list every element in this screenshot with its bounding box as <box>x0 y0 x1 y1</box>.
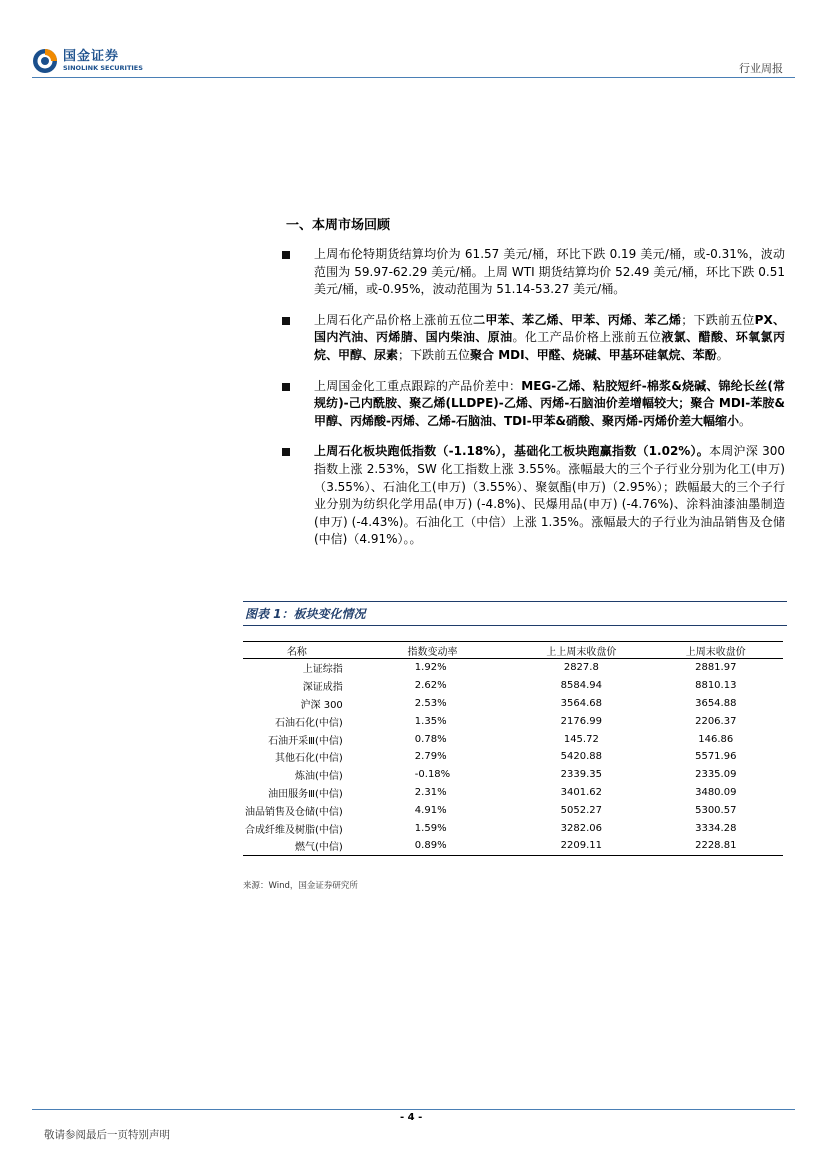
table-cell: 石油开采Ⅲ(中信) <box>268 735 343 747</box>
bullet-emphasis-text: PX、国内汽油、丙烯腈、国内柴油、原油 <box>314 312 785 345</box>
table-cell: 3334.28 <box>695 822 737 834</box>
disclaimer-text: 敬请参阅最后一页特别声明 <box>44 1129 170 1141</box>
table-cell: 3282.06 <box>560 822 602 834</box>
bullet-text: 。 <box>739 413 752 428</box>
table-cell: 其他石化(中信) <box>274 753 343 765</box>
bullet-text: 上周国金化工重点跟踪的产品价差中： <box>314 378 522 393</box>
table-row <box>243 659 783 677</box>
table-cell: 2827.8 <box>563 662 599 674</box>
bullet-text: ；下跌前五位 <box>398 347 471 362</box>
table-cell: 5571.96 <box>695 751 737 763</box>
sector-change-table <box>243 641 783 856</box>
table-cell: 2.62% <box>414 680 447 692</box>
bullet-list <box>282 246 785 562</box>
bullet-emphasis-text: 液氯、醋酸、环氧氯丙烷、甲醇、尿素 <box>314 330 785 362</box>
bullet-text: 本周沪深 300 指数上涨 2.53%，SW 化工指数上涨 3.55%。涨幅最大的三个子行业分别为化工(申万)（3.55%）、石油化工(申万)（3.55%）、聚氨酯(申万)（2.95%）；跌幅最大的三个子行业分别为纺织化学用品(申万) (-4.8%)、民爆用品(申万) (-4.76%)、涂料油漆油墨制造(申万) (-4.43%)。石油化工（中信）上涨 1.35%。涨幅最大的子行业为油品销售及仓储(中信)（4.91%）。。 <box>314 444 785 547</box>
table-row <box>243 748 783 766</box>
logo-english-name: SINOLINK SECURITIES <box>63 64 143 72</box>
bullet-text: 。 <box>716 347 729 362</box>
table-cell: 石油石化(中信) <box>274 717 343 729</box>
table-cell: 2.79% <box>414 751 447 763</box>
table-cell: 3401.62 <box>560 786 602 798</box>
bullet-text: ；下跌前五位 <box>681 312 755 327</box>
table-cell: 5420.88 <box>560 751 602 763</box>
bullet-square-icon <box>282 317 290 325</box>
table-cell: 0.78% <box>414 733 447 745</box>
bullet-emphasis-text: 上周石化板块跑低指数（-1.18%），基础化工板块跑赢指数（1.02%）。 <box>314 444 710 459</box>
table-row <box>243 695 783 713</box>
table-cell: 3654.88 <box>695 697 737 709</box>
page-number: - 4 - <box>400 1112 423 1123</box>
table-cell: 2335.09 <box>695 769 737 781</box>
bullet-square-icon <box>282 251 290 259</box>
logo-chinese-name: 国金证券 <box>63 49 120 64</box>
table-cell: 燃气(中信) <box>243 837 351 855</box>
column-header: 上周末收盘价 <box>649 642 783 659</box>
table-cell: 8584.94 <box>560 680 602 692</box>
table-cell: 2228.81 <box>649 837 783 855</box>
bullet-square-icon <box>282 383 290 391</box>
table-cell: 2.31% <box>414 786 447 798</box>
section-title: 一、本周市场回顾 <box>286 218 391 233</box>
table-row <box>243 730 783 748</box>
table-cell: 1.35% <box>414 715 447 727</box>
table-row <box>243 784 783 802</box>
table-row <box>243 677 783 695</box>
column-header: 上上周末收盘价 <box>514 642 648 659</box>
table-cell: 油品销售及仓储(中信) <box>244 806 343 818</box>
bullet-text: 上周石化产品价格上涨前五位 <box>314 312 474 327</box>
table-cell: 1.59% <box>414 822 447 834</box>
table-cell: 上证综指 <box>302 664 343 676</box>
table-row <box>243 819 783 837</box>
bullet-paragraph <box>282 443 785 549</box>
bullet-text: 。化工产品价格上涨前五位 <box>512 330 662 345</box>
column-header: 指数变动率 <box>351 642 514 659</box>
table-header-row <box>243 642 783 659</box>
table-cell: 合成纤维及树脂(中信) <box>244 824 343 836</box>
table-cell: -0.18% <box>414 769 451 781</box>
bullet-paragraph <box>282 246 785 299</box>
table-cell: 145.72 <box>563 733 599 745</box>
table-cell: 炼油(中信) <box>294 771 343 783</box>
bullet-emphasis-text: 聚合 MDI、甲醛、烧碱、甲基环硅氧烷、苯酚 <box>470 347 717 362</box>
table-cell: 2.53% <box>414 697 447 709</box>
table-cell: 4.91% <box>414 804 447 816</box>
table-cell: 2209.11 <box>514 837 648 855</box>
table-cell: 0.89% <box>351 837 514 855</box>
table-row <box>243 712 783 730</box>
table-cell: 8810.13 <box>695 680 737 692</box>
figure-title: 图表 1：板块变化情况 <box>243 601 787 626</box>
table-cell: 2176.99 <box>560 715 602 727</box>
table-cell: 2206.37 <box>695 715 737 727</box>
bullet-emphasis-text: MEG-乙烯、粘胶短纤-棉浆&烧碱、锦纶长丝(常规纺)-己内酰胺、聚乙烯(LLDPE)-乙烯、丙烯-石脑油价差增幅较大；聚合 MDI-苯胺&甲醇、丙烯酸-丙烯、乙烯-石脑油、TDI-甲苯&硝酸、聚丙烯-丙烯价差大幅缩小 <box>314 378 785 428</box>
table-cell: 3564.68 <box>560 697 602 709</box>
table-cell: 深证成指 <box>302 682 343 694</box>
bullet-square-icon <box>282 448 290 456</box>
table-cell: 5300.57 <box>695 804 737 816</box>
bullet-emphasis-text: 二甲苯、苯乙烯、甲苯、丙烯、苯乙烯 <box>473 312 682 327</box>
table-row <box>243 837 783 855</box>
table-cell: 油田服务Ⅲ(中信) <box>268 788 343 800</box>
document-type-label: 行业周报 <box>739 62 783 75</box>
table-cell: 2881.97 <box>695 662 737 674</box>
footer-divider <box>32 1109 795 1110</box>
header-divider <box>32 77 795 78</box>
column-header: 名称 <box>243 642 351 659</box>
figure-source: 来源：Wind，国金证券研究所 <box>243 881 358 891</box>
table-cell: 146.86 <box>698 733 734 745</box>
table-row <box>243 801 783 819</box>
bullet-text: 上周布伦特期货结算均价为 61.57 美元/桶，环比下跌 0.19 美元/桶，或-0.31%，波动范围为 59.97-62.29 美元/桶。上周 WTI 期货结算均价 52.49 美元/桶，环比下跌 0.51 美元/桶，或-0.95%，波动范围为 51.14-53.27 美元/桶。 <box>314 247 785 297</box>
table-row <box>243 766 783 784</box>
bullet-paragraph <box>282 378 785 431</box>
logo-emblem-icon <box>32 48 58 74</box>
company-logo <box>32 48 143 74</box>
table-cell: 3480.09 <box>695 786 737 798</box>
table-cell: 2339.35 <box>560 769 602 781</box>
bullet-paragraph <box>282 312 785 365</box>
table-cell: 5052.27 <box>560 804 602 816</box>
table-cell: 1.92% <box>414 662 447 674</box>
table-cell: 沪深 300 <box>300 699 343 711</box>
